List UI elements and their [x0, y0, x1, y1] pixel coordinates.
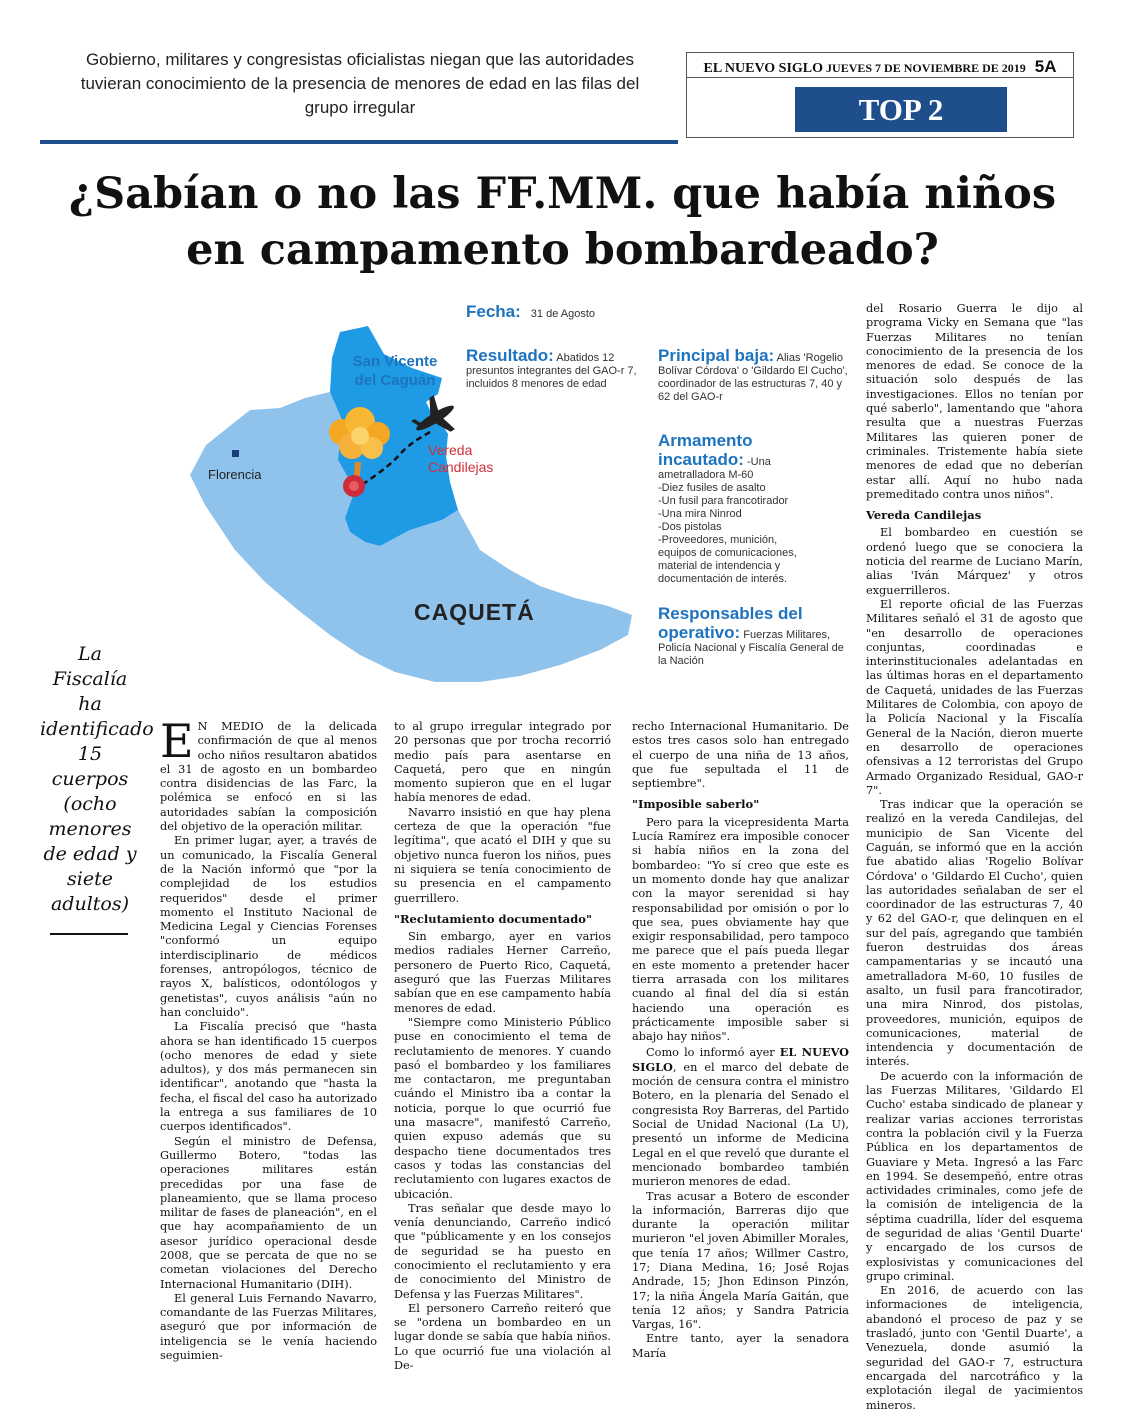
pull-quote: La Fiscalía ha identificado 15 cuerpos (ocho menores de edad y siete adultos): [40, 643, 154, 915]
masthead-line: [687, 57, 1073, 77]
paragraph: Entre tanto, ayer la senadora María: [632, 1332, 849, 1360]
armamento-heading-2: incautado:: [658, 450, 744, 469]
info-principal-baja: [658, 346, 848, 404]
armamento-heading-1: Armamento: [658, 431, 753, 450]
paragraph: En 2016, de acuerdo con las informaciones de inteligencia, abandonó el proceso de paz y se trasladó, junto con 'Gentil Duarte', a Venezuela, donde asumió la seguridad del GAO-r 7, estructura encargada del narcotráfico y la explotación ilegal de yacimientos mineros.: [866, 1284, 1083, 1412]
page-number: 5A: [1034, 57, 1057, 76]
paragraph: Tras indicar que la operación se realizó en la vereda Candilejas, del municipio de San Vicente del Caguán, se informó que en la acción fue abatido alias 'Rogelio Bolívar Córdova' o 'Gildardo El Cucho', quien las autoridades señalaban de ser el coordinador de las estructuras 7, 40 y 62 del GAO-r, que delinquen en el sur del país, agregando que también fueron destruidas dos áreas campamentarias y se incautó una ametralladora M-60, 10 fusiles de asalto, un fusil para francotirador, una mira Ninrod, dos pistolas, proveedores, munición, equipos de comunicaciones, material de intendencia y documentación de interés.: [866, 798, 1083, 1069]
article-column-2: [394, 720, 611, 1373]
baja-heading: Principal baja:: [658, 346, 775, 365]
resultado-value: Abatidos 12 presuntos integrantes del GAO-r 7, incluidos 8 menores de edad: [466, 352, 637, 390]
paragraph: to al grupo irregular integrado por 20 personas que por trocha recorrió medio país para asentarse en Caquetá, pero que en ningún momento supieron que en el lugar había menores de edad.: [394, 720, 611, 805]
armamento-item: -Un fusil para francotirador: [658, 495, 789, 507]
label-vereda: Vereda Candilejas: [428, 442, 494, 475]
responsables-heading: Responsables del operativo:: [658, 604, 803, 642]
paragraph-text: N MEDIO de la delicada confirmación de que al menos ocho niños resultaron abatidos el 31 de agosto en un bombardeo contra disidencias de las Farc, la polémica se enfocó en si las autoridades sabían la composición del objetivo de la operación militar.: [160, 720, 377, 834]
drop-cap: E: [160, 714, 194, 768]
fecha-heading: Fecha:: [466, 302, 521, 321]
brand-mention: EL NUEVO SIGLO: [632, 1044, 849, 1074]
armamento-list: [658, 450, 848, 586]
kicker-summary: Gobierno, militares y congresistas oficialistas niegan que las autoridades tuvieran conocimiento de la presencia de menores de edad en las filas del grupo irregular: [80, 50, 640, 117]
info-responsables: [658, 604, 848, 668]
paragraph: Tras señalar que desde mayo lo venía denunciando, Carreño indicó que "públicamente y en los consejos de seguridad se ha puesto en conocimiento el reclutamiento y era de conocimiento del Ministro de Defensa y las Fuerzas Militares".: [394, 1201, 611, 1301]
paragraph: En primer lugar, ayer, a través de un comunicado, la Fiscalía General de la Nación informó que "por la complejidad de los estudios requeridos" desde el primer momento el Instituto Nacional de Medicina Legal y Ciencias Forenses "conformó un equipo interdisciplinario de médicos forenses, antropólogos, técnico de rayos X, balísticos, odontólogos y genetistas", cuyos análisis "aún no han concluido".: [160, 834, 377, 1019]
label-caqueta: CAQUETÁ: [414, 599, 535, 625]
paragraph: De acuerdo con la información de las Fuerzas Militares, 'Gildardo El Cucho' estaba sindicado de planear y realizar varias acciones terroristas contra la población civil y la Fuerza Pública en los departamentos de Guaviare y Meta. Ingresó a las Farc en 1994. Se desempeñó, entre otras actividades criminales, como jefe de la comisión de inteligencia de la séptima cuadrilla, líder del esquema de seguridad de alias 'Gentil Duarte' y encargado de los cursos de explosivistas y comunicaciones del grupo criminal.: [866, 1069, 1083, 1283]
paragraph: Sin embargo, ayer en varios medios radiales Herner Carreño, personero de Puerto Rico, Caquetá, aseguró que las Fuerzas Militares sabían que en ese campamento había menores de edad.: [394, 930, 611, 1015]
paragraph: El reporte oficial de las Fuerzas Militares señaló el 31 de agosto que "en desarrollo de operaciones conjuntas, coordinadas e interinstitucionales adelantadas en las últimas horas en el departamento de Caquetá, unidades de las Fuerzas Militares de Colombia, con apoyo de la Policía Nacional y la Fiscalía General de la Nación, dieron muerte en desarrollo de operaciones ofensivas a 12 terroristas del Grupo Armado Organizado Residual, GAO-r 7".: [866, 597, 1083, 797]
paragraph: El bombardeo en cuestión se ordenó luego que se conociera la noticia del rearme de Luciano Marín, alias 'Iván Márquez' y otros exguerrilleros.: [866, 526, 1083, 597]
paragraph: [632, 1045, 849, 1190]
armamento-item: -Diez fusiles de asalto: [658, 482, 766, 494]
headline-line-2: en campamento bombardeado?: [186, 225, 939, 275]
paragraph: "Siempre como Ministerio Público puse en conocimiento el tema de reclutamiento de menores. Y cuando pasó el bombardeo y los familiares me contactaron, me preguntaban cuándo el Ministro iba a contar la noticia, porque lo que ocurrió fue una masacre", manifestó Carreño, quien expuso además que su despacho tiene documentados tres casos y todas las constancias del reclutamiento con lugares exactos de ubicación.: [394, 1015, 611, 1201]
headline: [30, 166, 1095, 278]
paragraph: La Fiscalía precisó que "hasta ahora se han identificado 15 cuerpos (ocho menores de edad y siete adultos), y dos más permanecen sin identificar", anotando que "hasta la fecha, el fiscal del caso ha autorizado la entrega a sus familiares de 10 cuerpos identificados".: [160, 1020, 377, 1134]
subheading: Vereda Candilejas: [866, 508, 982, 523]
armamento-item: equipos de comunicaciones,: [658, 547, 797, 559]
paragraph: Según el ministro de Defensa, Guillermo Botero, "todas las operaciones militares están precedidas por una fase de planeamiento, que se llama proceso militar de fases de planeación", en el que hay acompañamiento de un asesor jurídico operacional desde 2008, que se percata de que no se cometan violaciones del Derecho Internacional Humanitario (DIH).: [160, 1134, 377, 1291]
armamento-item: ametralladora M-60: [658, 469, 754, 481]
header-rule: [40, 140, 678, 144]
paragraph: [160, 714, 377, 834]
armamento-item: documentación de interés.: [658, 573, 788, 585]
brand-name: EL NUEVO SIGLO: [703, 61, 824, 76]
resultado-heading: Resultado:: [466, 346, 554, 365]
info-fecha: [466, 302, 595, 322]
paragraph: Pero para la vicepresidenta Marta Lucía Ramírez era imposible conocer si había niños en la zona del bombardeo: "Yo sí creo que este es un momento donde hay que analizar con la mayor serenidad si hay responsabilidad por omisión o por lo que sea, pues obviamente hay que exigir responsabilidad, pero tampoco me parece que el país pueda llegar en este momento a pretender hacer tierra arrasada con los militares cuando al final del día si están haciendo una operación es prácticamente imposible saber si abajo hay niños".: [632, 815, 849, 1044]
florencia-marker: [232, 450, 239, 457]
armamento-item: -Una mira Ninrod: [658, 508, 742, 520]
armamento-item: -Proveedores, munición,: [658, 534, 778, 546]
pull-quote-rule: [50, 933, 128, 935]
armamento-item: -Una: [747, 456, 771, 468]
subheading: "Imposible saberlo": [632, 797, 760, 812]
info-resultado: [466, 346, 646, 391]
masthead-box: [686, 52, 1074, 138]
article-column-3: [632, 720, 849, 1361]
masthead-divider: [687, 77, 1073, 78]
armamento-item: material de intendencia y: [658, 560, 781, 572]
responsables-value: Fuerzas Militares, Policía Nacional y Fiscalía General de la Nación: [658, 629, 844, 667]
paragraph: del Rosario Guerra le dijo al programa Vicky en Semana que "las Fuerzas Militares no tenían conocimiento de la presencia de los menores de edad. Se conoce de la situación solo después de las investigaciones. Ellos no tenían por qué saberlo", lamentando que "ahora resulta que a nuestras Fuerzas Militares las quieren poner de criminales. Tristemente había siete menores de edad que no deberían estar allí. Aquí no hubo nada premeditado contra unos niños".: [866, 302, 1083, 501]
paragraph-text: , en el marco del debate de moción de censura contra el ministro Botero, en la plenaria del Senado el congresista Roy Barreras, del Partido Social de Unidad Nacional (La U), presentó un informe de Medicina Legal en el que reveló que durante el mencionado bombardeo también murieron menores de edad.: [632, 1060, 849, 1189]
paragraph-text: Como lo informó ayer: [646, 1045, 775, 1059]
armamento-item: -Dos pistolas: [658, 521, 722, 533]
section-badge: TOP 2: [795, 87, 1007, 132]
label-florencia: Florencia: [208, 467, 262, 482]
subheading: "Reclutamiento documentado": [394, 911, 592, 926]
paragraph: Navarro insistió en que hay plena certeza de que la operación "fue legítima", que acató el DIH y que su objetivo nunca fueron los niños, pues ni siquiera se tenía conocimiento de su presencia en el campamento guerrillero.: [394, 805, 611, 905]
paragraph: El general Luis Fernando Navarro, comandante de las Fuerzas Militares, aseguró que por información de inteligencia se le venía haciendo seguimien-: [160, 1291, 377, 1363]
baja-value: Alias 'Rogelio Bolívar Córdova' o 'Gildardo El Cucho', coordinador de las estructuras 7, 40 y 62 del GAO-r: [658, 352, 848, 403]
paragraph: El personero Carreño reiteró que se "ordena un bombardeo en un lugar donde se sabía que había niños. Lo que ocurrió fue una violación al De-: [394, 1301, 611, 1373]
info-armamento: [658, 431, 848, 586]
article-column-4: [866, 302, 1083, 1413]
fecha-value: 31 de Agosto: [530, 308, 596, 320]
paragraph: recho Internacional Humanitario. De estos tres casos solo han entregado el cuerpo de una niña de 13 años, que fue sepultada el 11 de septiembre".: [632, 720, 849, 791]
article-column-1: [160, 714, 377, 1363]
paragraph: Tras acusar a Botero de esconder la información, Barreras dijo que durante la operación militar murieron "el joven Abimiller Morales, que tenía 17 años; Willmer Castro, 17; Diana Medina, 16; José Rojas Andrade, 15; Jhon Edinson Pinzón, 17; la niña Ángela María Gaitán, que tenía 12 años; y Sandra Patricia Vargas, 16".: [632, 1189, 849, 1332]
issue-date: JUEVES 7 DE NOVIEMBRE DE 2019: [826, 61, 1026, 75]
label-san-vicente: San Vicente del Caguán: [352, 353, 438, 389]
headline-line-1: ¿Sabían o no las FF.MM. que había niños: [68, 169, 1057, 219]
